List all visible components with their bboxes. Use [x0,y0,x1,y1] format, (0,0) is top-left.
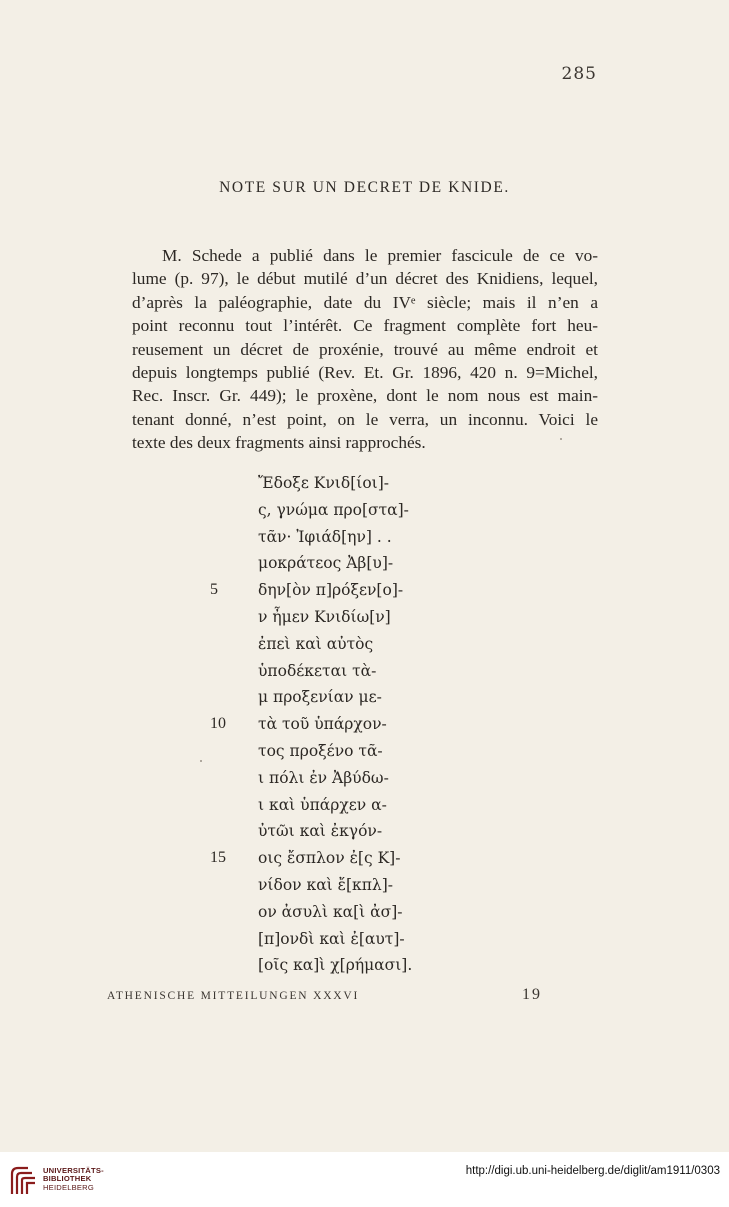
sheet-number: 19 [522,986,542,1003]
inscription-line [210,926,450,953]
inscription-line-text: τος προξένο τᾶ- [258,741,383,760]
inscription-line [210,604,450,631]
library-name [43,1167,104,1192]
line-number: 10 [210,715,226,733]
line-number: 5 [210,581,218,599]
inscription-line-text: δην[ὸν π]ρόξεν[ο]- [258,581,404,600]
inscription-line [210,631,450,658]
paragraph-line: point reconnu tout l’intérêt. Ce fragment complète fort heu- [132,316,598,336]
inscription-text [210,470,450,979]
inscription-line [210,470,450,497]
inscription-line-text: τᾶν· Ἰφιάδ[ην] . . [258,527,392,546]
inscription-line [210,497,450,524]
inscription-line-text: μ προξενίαν με- [258,688,382,707]
paragraph-line: Rec. Inscr. Gr. 449); le proxène, dont le nom nous est main- [132,386,598,406]
paragraph-line: M. Schede a publié dans le premier fascicule de ce vo- [162,246,598,265]
inscription-line-text: ὑποδέκεται τὰ- [258,661,377,680]
inscription-line-text: ἐπεὶ καὶ αὐτὸς [258,634,374,653]
inscription-line [210,684,450,711]
paragraph-line: texte des deux fragments ainsi rapprochés. [132,433,426,453]
inscription-line-text: ι καὶ ὑπάρχεν α- [258,795,387,814]
library-name-line3: HEIDELBERG [43,1182,94,1192]
inscription-line-text: [οῖς κα]ὶ χ[ρήμασι]. [258,956,413,975]
library-name-line1: UNIVERSITÄTS- [43,1166,104,1175]
paragraph-line: d’après la paléographie, date du IVᵉ siècle; mais il n’en a [132,292,598,312]
paragraph-line: tenant donné, n’est point, on le verra, un inconnu. Voici le [132,409,598,429]
inscription-line-text: Ἔδοξε Κνιδ[ίοι]- [258,474,390,492]
inscription-line-text: νίδον καὶ ἔ[κπλ]- [258,875,394,894]
inscription-line-text: μοκράτεος Ἀβ[υ]- [258,554,394,573]
signature-footer: ATHENISCHE MITTEILUNGEN XXXVI [107,990,360,1002]
inscription-line-text: ς, γνώμα προ[στα]- [258,500,409,519]
inscription-line-text: οις ἔσπλον ἐ[ς Κ]- [258,849,401,868]
inscription-line [210,738,450,765]
inscription-line-text: ν ἦμεν Κνιδίω[ν] [258,607,391,626]
page-number: 285 [561,64,597,84]
library-logo-icon [8,1164,38,1198]
inscription-line [210,524,450,551]
inscription-line [210,845,450,872]
line-number: 15 [210,849,226,867]
paragraph-line: lume (p. 97), le début mutilé d’un décret des Knidiens, lequel, [132,269,598,289]
viewer-footer [0,1152,729,1207]
article-title: NOTE SUR UN DECRET DE KNIDE. [219,179,510,196]
body-paragraph [132,244,598,455]
source-url-link[interactable]: http://digi.ub.uni-heidelberg.de/diglit/am1911/0303 [465,1165,720,1177]
inscription-line [210,658,450,685]
inscription-line [210,711,450,738]
inscription-line [210,872,450,899]
inscription-line [210,818,450,845]
stray-mark [560,438,562,440]
paragraph-line: reusement un décret de proxénie, trouvé au même endroit et [132,339,598,359]
inscription-line [210,899,450,926]
inscription-line [210,952,450,979]
inscription-line [210,792,450,819]
inscription-line [210,765,450,792]
library-name-line2: BIBLIOTHEK [43,1174,92,1184]
inscription-line [210,550,450,577]
inscription-line-text: ον ἀσυλὶ κα[ὶ ἀσ]- [258,902,403,921]
inscription-line-text: [π]ονδὶ καὶ ἐ[αυτ]- [258,929,405,948]
inscription-line-text: ὐτῶι καὶ ἐκγόν- [258,822,383,841]
inscription-line-text: ι πόλι ἐν Ἀβύδω- [258,768,389,787]
paragraph-line: depuis longtemps publié (Rev. Et. Gr. 1896, 420 n. 9=Michel, [132,363,598,383]
inscription-line-text: τὰ τοῦ ὑπάρχον- [258,715,387,734]
stray-mark [200,760,202,762]
inscription-line [210,577,450,604]
